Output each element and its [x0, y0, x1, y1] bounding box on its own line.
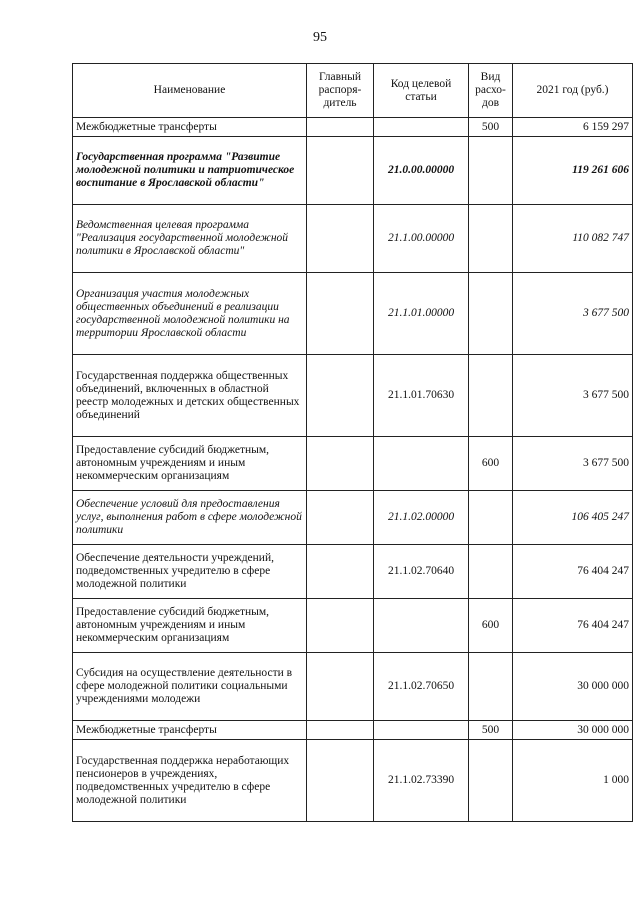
table-header-row: [73, 64, 633, 118]
cell-name: Государственная поддержка общественных объединений, включенных в областной реестр молодежных и детских общественных объединений: [73, 355, 307, 437]
cell-main-admin: [307, 545, 374, 599]
cell-kind: 600: [469, 437, 513, 491]
cell-code: [374, 437, 469, 491]
cell-main-admin: [307, 118, 374, 137]
budget-table: [72, 63, 633, 822]
header-code: Код целевой статьи: [374, 64, 469, 118]
table-row: [73, 491, 633, 545]
cell-kind: [469, 273, 513, 355]
cell-code: 21.1.01.70630: [374, 355, 469, 437]
cell-amount: 76 404 247: [513, 545, 633, 599]
cell-main-admin: [307, 355, 374, 437]
table-row: [73, 721, 633, 740]
table-row: [73, 437, 633, 491]
cell-code: 21.1.02.70640: [374, 545, 469, 599]
cell-code: 21.1.02.00000: [374, 491, 469, 545]
cell-kind: [469, 740, 513, 822]
header-name: Наименование: [73, 64, 307, 118]
cell-amount: 6 159 297: [513, 118, 633, 137]
cell-code: 21.0.00.00000: [374, 137, 469, 205]
cell-main-admin: [307, 273, 374, 355]
cell-name: Государственная программа "Развитие молодежной политики и патриотическое воспитание в Ярославской области": [73, 137, 307, 205]
page-number: 95: [313, 30, 327, 45]
table-row: [73, 653, 633, 721]
cell-kind: [469, 205, 513, 273]
cell-code: 21.1.01.00000: [374, 273, 469, 355]
cell-main-admin: [307, 721, 374, 740]
cell-main-admin: [307, 740, 374, 822]
table-row: [73, 740, 633, 822]
cell-code: [374, 599, 469, 653]
cell-name: Государственная поддержка неработающих пенсионеров в учреждениях, подведомственных учредителю в сфере молодежной политики: [73, 740, 307, 822]
cell-name: Субсидия на осуществление деятельности в сфере молодежной политики социальными учреждениями молодежи: [73, 653, 307, 721]
cell-main-admin: [307, 491, 374, 545]
table-row: [73, 205, 633, 273]
cell-amount: 30 000 000: [513, 653, 633, 721]
cell-kind: 600: [469, 599, 513, 653]
table-row: [73, 137, 633, 205]
cell-name: Предоставление субсидий бюджетным, автономным учреждениям и иным некоммерческим организациям: [73, 599, 307, 653]
cell-kind: [469, 491, 513, 545]
cell-kind: [469, 137, 513, 205]
cell-name: Обеспечение деятельности учреждений, подведомственных учредителю в сфере молодежной политики: [73, 545, 307, 599]
cell-kind: [469, 355, 513, 437]
cell-amount: 3 677 500: [513, 437, 633, 491]
cell-main-admin: [307, 599, 374, 653]
cell-name: Организация участия молодежных общественных объединений в реализации государственной молодежной политики на территории Ярославской области: [73, 273, 307, 355]
cell-kind: 500: [469, 721, 513, 740]
cell-kind: 500: [469, 118, 513, 137]
cell-amount: 110 082 747: [513, 205, 633, 273]
header-kind: Вид расхо-дов: [469, 64, 513, 118]
cell-kind: [469, 545, 513, 599]
cell-kind: [469, 653, 513, 721]
cell-main-admin: [307, 137, 374, 205]
cell-amount: 106 405 247: [513, 491, 633, 545]
header-main-admin: Главный распоря-дитель: [307, 64, 374, 118]
cell-name: Предоставление субсидий бюджетным, автономным учреждениям и иным некоммерческим организациям: [73, 437, 307, 491]
cell-code: 21.1.02.70650: [374, 653, 469, 721]
cell-amount: 1 000: [513, 740, 633, 822]
cell-name: Межбюджетные трансферты: [73, 721, 307, 740]
cell-amount: 3 677 500: [513, 355, 633, 437]
table-row: [73, 355, 633, 437]
cell-amount: 119 261 606: [513, 137, 633, 205]
cell-amount: 30 000 000: [513, 721, 633, 740]
table-row: [73, 273, 633, 355]
cell-name: Ведомственная целевая программа "Реализация государственной молодежной политики в Ярославской области": [73, 205, 307, 273]
header-year: 2021 год (руб.): [513, 64, 633, 118]
cell-code: 21.1.02.73390: [374, 740, 469, 822]
cell-code: 21.1.00.00000: [374, 205, 469, 273]
cell-main-admin: [307, 437, 374, 491]
table-row: [73, 599, 633, 653]
cell-name: Обеспечение условий для предоставления услуг, выполнения работ в сфере молодежной политики: [73, 491, 307, 545]
cell-code: [374, 721, 469, 740]
table-body: [73, 118, 633, 822]
cell-name: Межбюджетные трансферты: [73, 118, 307, 137]
cell-amount: 3 677 500: [513, 273, 633, 355]
cell-code: [374, 118, 469, 137]
cell-main-admin: [307, 205, 374, 273]
table-row: [73, 118, 633, 137]
cell-main-admin: [307, 653, 374, 721]
table-row: [73, 545, 633, 599]
cell-amount: 76 404 247: [513, 599, 633, 653]
